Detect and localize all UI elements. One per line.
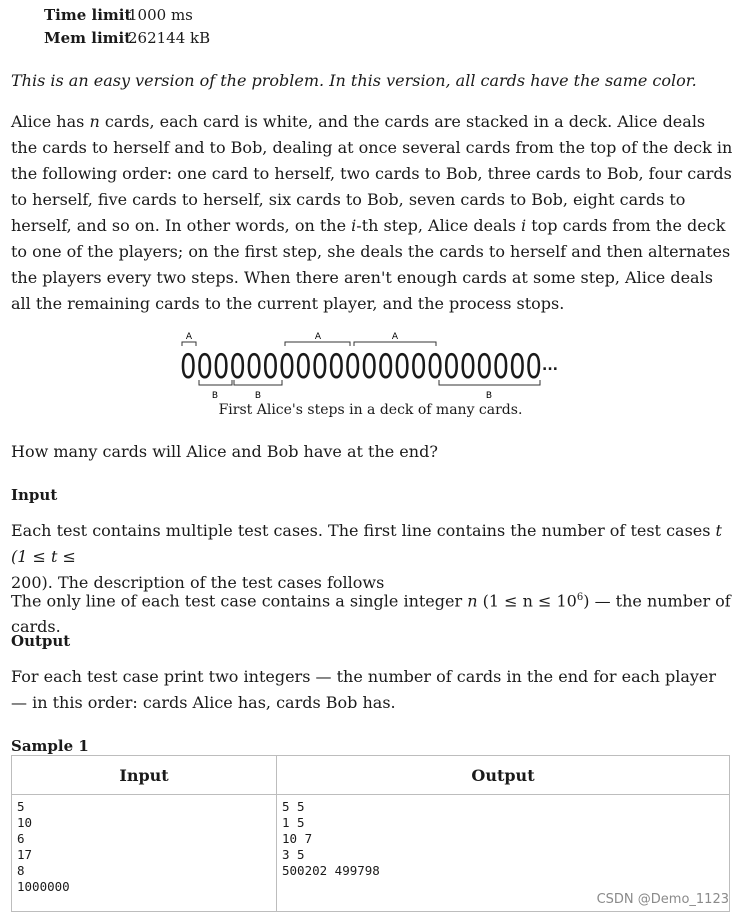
input-text: 200). The description of the test cases follows [11,573,385,592]
math-i: i [521,216,527,235]
input-paragraph-2 [11,585,733,640]
mem-limit-label: Mem limit [44,29,132,47]
math-exponent: 6 [576,592,584,603]
statement-text: Alice has [11,112,90,131]
math-n: n [89,112,100,131]
mem-limit-value: 262144 kB [128,29,211,47]
bracket-a-1 [182,342,196,346]
input-heading: Input [11,486,58,504]
math-n: n [467,591,478,611]
watermark: CSDN @Demo_1123 [596,892,729,907]
statement-text: top cards from the deck to one of the players; on the first step, she deals the cards to herself and then alternates the players every two steps. When there aren't enough cards at some step, Alice deals all the remaining cards to the current player, and the process stops. [11,216,731,313]
sample-heading: Sample 1 [11,737,89,755]
label-b-1: B [211,391,219,401]
label-b-2: B [254,391,262,401]
sample-input-header: Input [12,756,277,795]
limits [44,4,210,50]
math-t-range: t (1 ≤ t ≤ [11,521,722,566]
input-text: Each test contains multiple test cases. The first line contains the number of test cases [11,521,716,540]
figure-caption: First Alice's steps in a deck of many cards. [218,402,523,418]
label-a-1: A [185,332,193,342]
bracket-a-2 [285,342,350,346]
alice-brackets [182,342,436,346]
sample-input-block: 5 10 6 17 8 1000000 [12,795,277,912]
math-n-range: (1 ≤ n ≤ 10 [477,591,577,611]
mem-limit-row [44,27,210,50]
statement-paragraph [11,109,733,317]
statement-text: cards, each card is white, and the cards are stacked in a deck. Alice deals the cards to herself and to Bob, dealing at once several cards from the top of the deck in the following order: one card to herself, two cards to Bob, three cards to Bob, four cards to herself, five cards to herself, six cards to Bob, seven cards to Bob, eight cards to herself, and so on. In other words, on the [11,112,733,235]
time-limit-value: 1000 ms [128,6,193,24]
label-a-3: A [391,332,399,342]
deck-ellipsis: ... [542,358,558,374]
question: How many cards will Alice and Bob have at the end? [11,442,438,461]
math-close: ) [583,591,590,611]
label-b-3: B [485,391,493,401]
time-limit-label: Time limit [44,6,132,24]
output-heading: Output [11,632,71,650]
intro-note: This is an easy version of the problem. In this version, all cards have the same color. [11,71,697,90]
output-paragraph: For each test case print two integers — the number of cards in the end for each player — in this order: cards Alice has, cards Bob has. [11,667,717,712]
time-limit-row [44,4,210,27]
math-i: i [351,216,357,235]
statement-text: -th step, Alice deals [356,216,521,235]
sample-output-block: 5 5 1 5 10 7 3 5 500202 499798 [277,795,730,912]
sample-table [11,755,730,912]
input-text: — the number of cards. [11,591,731,637]
bracket-a-3 [354,342,436,346]
input-text: The only line of each test case contains a single integer [11,591,468,611]
deck-cards: 0000000000000000000000 [180,347,542,387]
label-a-2: A [314,332,322,342]
sample-output-header: Output [277,756,730,795]
